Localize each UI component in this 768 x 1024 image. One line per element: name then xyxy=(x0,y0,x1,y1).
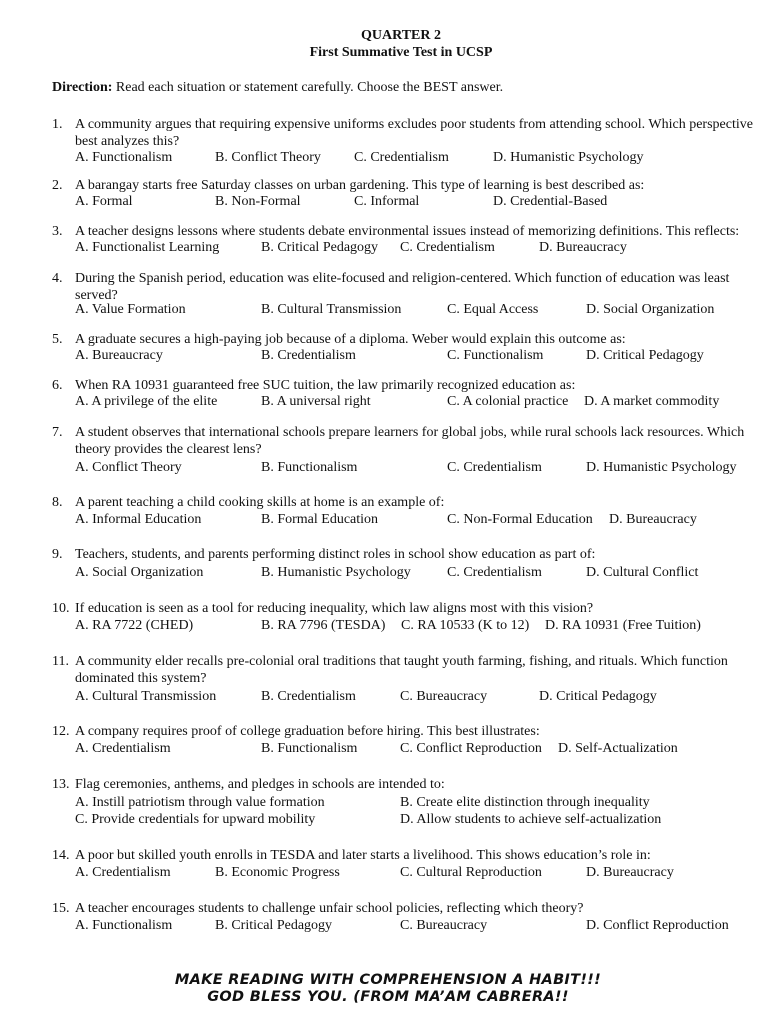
question-number: 3. xyxy=(52,224,63,239)
answer-option-d: D. Self-Actualization xyxy=(558,741,678,756)
answer-options-row xyxy=(75,301,755,318)
test-title: First Summative Test in UCSP xyxy=(309,45,493,60)
question-text: A barangay starts free Saturday classes on urban gardening. This type of learning is best described as: xyxy=(75,178,645,193)
answer-option-d: D. RA 10931 (Free Tuition) xyxy=(545,618,701,633)
answer-option-a: A. Functionalism xyxy=(75,150,173,165)
question-number: 2. xyxy=(52,178,63,193)
answer-option-c: C. Equal Access xyxy=(447,302,539,317)
question-text: If education is seen as a tool for reducing inequality, which law aligns most with this vision? xyxy=(75,601,594,616)
answer-options-row xyxy=(75,864,755,881)
answer-option-b: B. Critical Pedagogy xyxy=(261,240,379,255)
question-number: 11. xyxy=(52,654,69,669)
answer-option-c: C. Cultural Reproduction xyxy=(400,865,542,880)
question-number: 10. xyxy=(52,601,70,616)
answer-option-c: C. Bureaucracy xyxy=(400,918,488,933)
answer-option-c: C. A colonial practice xyxy=(447,394,569,409)
question-text: A teacher encourages students to challenge unfair school policies, reflecting which theory? xyxy=(75,901,584,916)
answer-option-b: B. Conflict Theory xyxy=(215,150,321,165)
answer-option-a: A. Conflict Theory xyxy=(75,460,182,475)
answer-option-d: D. Critical Pedagogy xyxy=(586,348,704,363)
answer-option-b: B. Credentialism xyxy=(261,348,356,363)
answer-option-a: A. Informal Education xyxy=(75,512,202,527)
question-number: 15. xyxy=(52,901,70,916)
answer-option-b: B. Functionalism xyxy=(261,460,358,475)
answer-option-a: A. Bureaucracy xyxy=(75,348,163,363)
footer-line-1: MAKE READING WITH COMPREHENSION A HABIT!!! xyxy=(174,972,602,988)
question-text: A teacher designs lessons where students debate environmental issues instead of memorizing definitions. This reflects: xyxy=(75,224,740,239)
answer-options-row xyxy=(75,617,755,634)
question-text: A parent teaching a child cooking skills at home is an example of: xyxy=(75,495,445,510)
answer-option-b: B. Functionalism xyxy=(261,741,358,756)
answer-option-a: A. Credentialism xyxy=(75,741,171,756)
question-number: 7. xyxy=(52,425,63,440)
answer-options-row xyxy=(75,917,755,934)
answer-option-a: A. Functionalist Learning xyxy=(75,240,220,255)
answer-option-d: D. Bureaucracy xyxy=(609,512,697,527)
answer-option-c: C. Non-Formal Education xyxy=(447,512,593,527)
answer-option-a: A. RA 7722 (CHED) xyxy=(75,618,194,633)
answer-option-c: C. Provide credentials for upward mobility xyxy=(75,812,316,827)
answer-option-c: C. Credentialism xyxy=(400,240,495,255)
answer-options-row xyxy=(75,688,755,705)
question-text: A community elder recalls pre-colonial oral traditions that taught youth farming, fishing, and rituals. Which function dominated this system? xyxy=(75,654,728,686)
answer-option-d: D. Cultural Conflict xyxy=(586,565,699,580)
answer-option-b: B. RA 7796 (TESDA) xyxy=(261,618,386,633)
question-text: Teachers, students, and parents performing distinct roles in school show education as part of: xyxy=(75,547,596,562)
question-text: A community argues that requiring expensive uniforms excludes poor students from attending school. Which perspective best analyzes this? xyxy=(75,117,753,149)
quarter-title: QUARTER 2 xyxy=(360,28,441,43)
question-number: 5. xyxy=(52,332,63,347)
answer-options-row xyxy=(75,347,755,364)
question-text: A poor but skilled youth enrolls in TESDA and later starts a livelihood. This shows education’s role in: xyxy=(75,848,651,863)
direction-line xyxy=(52,80,503,96)
answer-options-row xyxy=(75,740,755,757)
answer-option-c: C. Credentialism xyxy=(447,565,542,580)
answer-options-row xyxy=(75,193,755,210)
answer-option-b: B. Credentialism xyxy=(261,689,356,704)
question-number: 4. xyxy=(52,271,63,286)
question-number: 1. xyxy=(52,117,63,132)
answer-option-a: A. Credentialism xyxy=(75,865,171,880)
answer-option-d: D. Allow students to achieve self-actualization xyxy=(400,812,662,827)
answer-options-row xyxy=(75,511,755,528)
question-text: Flag ceremonies, anthems, and pledges in schools are intended to: xyxy=(75,777,445,792)
answer-option-a: A. Instill patriotism through value formation xyxy=(75,795,325,810)
answer-option-b: B. Formal Education xyxy=(261,512,379,527)
answer-option-d: D. Humanistic Psychology xyxy=(586,460,737,475)
answer-option-c: C. Bureaucracy xyxy=(400,689,488,704)
answer-option-b: B. Critical Pedagogy xyxy=(215,918,333,933)
answer-option-c: C. Credentialism xyxy=(447,460,542,475)
answer-option-b: B. Cultural Transmission xyxy=(261,302,402,317)
direction-text: Read each situation or statement carefully. Choose the BEST answer. xyxy=(112,80,504,95)
question-text: A company requires proof of college graduation before hiring. This best illustrates: xyxy=(75,724,540,739)
question-text: When RA 10931 guaranteed free SUC tuition, the law primarily recognized education as: xyxy=(75,378,576,393)
answer-option-d: D. Social Organization xyxy=(586,302,715,317)
answer-option-a: A. A privilege of the elite xyxy=(75,394,218,409)
answer-options-row xyxy=(75,794,755,811)
answer-option-c: C. RA 10533 (K to 12) xyxy=(401,618,530,633)
answer-option-d: D. A market commodity xyxy=(584,394,720,409)
answer-options-row xyxy=(75,564,755,581)
question-number: 13. xyxy=(52,777,70,792)
footer-line-2: GOD BLESS YOU. (FROM MA’AM CABRERA!! xyxy=(207,989,569,1005)
question-number: 12. xyxy=(52,724,70,739)
answer-option-d: D. Credential-Based xyxy=(493,194,608,209)
question-text: During the Spanish period, education was elite-focused and religion-centered. Which function of education was least served? xyxy=(75,271,730,303)
answer-option-b: B. Humanistic Psychology xyxy=(261,565,411,580)
answer-option-c: C. Conflict Reproduction xyxy=(400,741,542,756)
answer-option-d: D. Bureaucracy xyxy=(539,240,627,255)
question-number: 6. xyxy=(52,378,63,393)
answer-option-a: A. Value Formation xyxy=(75,302,186,317)
answer-option-c: C. Informal xyxy=(354,194,420,209)
answer-option-d: D. Critical Pedagogy xyxy=(539,689,657,704)
answer-option-a: A. Cultural Transmission xyxy=(75,689,217,704)
answer-option-b: B. Create elite distinction through inequality xyxy=(400,795,650,810)
answer-option-b: B. Non-Formal xyxy=(215,194,301,209)
answer-options-row xyxy=(75,149,755,166)
question-text: A graduate secures a high-paying job because of a diploma. Weber would explain this outcome as: xyxy=(75,332,626,347)
question-text: A student observes that international schools prepare learners for global jobs, while rural schools lack resources. Which theory provides the clearest lens? xyxy=(75,425,745,457)
answer-option-a: A. Social Organization xyxy=(75,565,204,580)
question-number: 14. xyxy=(52,848,70,863)
direction-label: Direction: xyxy=(52,80,113,95)
answer-option-b: B. A universal right xyxy=(261,394,371,409)
answer-options-row xyxy=(75,459,755,476)
answer-option-c: C. Functionalism xyxy=(447,348,544,363)
answer-option-a: A. Functionalism xyxy=(75,918,173,933)
answer-options-row xyxy=(75,811,755,828)
answer-options-row xyxy=(75,239,755,256)
answer-option-d: D. Humanistic Psychology xyxy=(493,150,644,165)
answer-option-d: D. Bureaucracy xyxy=(586,865,674,880)
question-number: 9. xyxy=(52,547,63,562)
answer-option-a: A. Formal xyxy=(75,194,133,209)
answer-option-b: B. Economic Progress xyxy=(215,865,340,880)
answer-option-d: D. Conflict Reproduction xyxy=(586,918,729,933)
question-number: 8. xyxy=(52,495,63,510)
answer-option-c: C. Credentialism xyxy=(354,150,449,165)
answer-options-row xyxy=(75,393,755,410)
